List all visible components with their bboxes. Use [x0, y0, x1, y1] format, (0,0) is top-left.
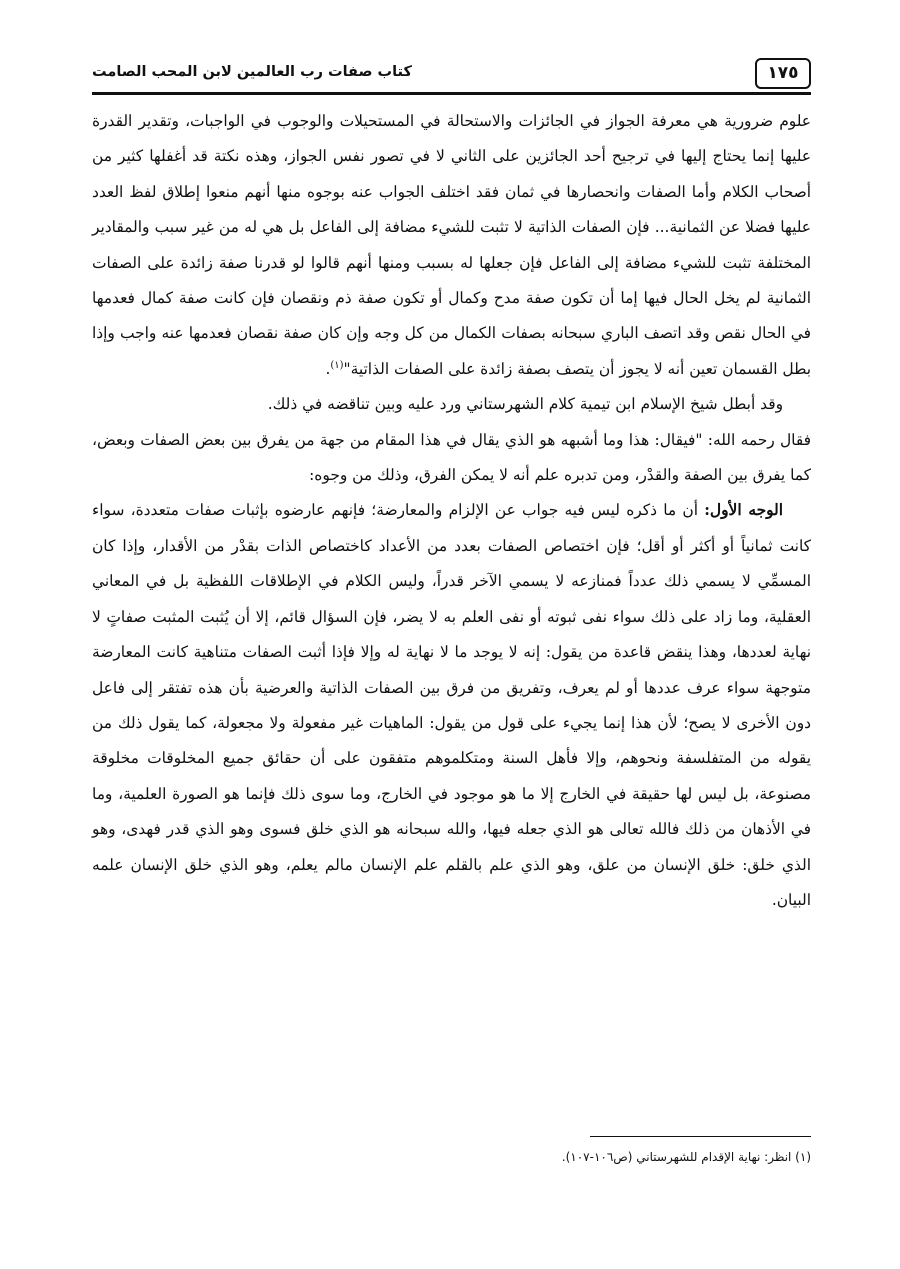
footnote-divider	[590, 1136, 811, 1137]
footnote-reference[interactable]: (١)	[330, 359, 344, 371]
paragraph-4	[92, 493, 811, 918]
paragraph-1-text: علوم ضرورية هي معرفة الجواز في الجائزات والاستحالة في المستحيلات والوجوب في الواجبات، وتقدير القدرة عليها إنما يحتاج إليها في ترجيح أحد الجائزين على الثاني لا في تصور نفس الجواز، وهذه نكتة قد أغفلها كثير من أصحاب الكلام وأما الصفات وانحصارها في ثمان فقد اختلف الجواب عنه بوجوه منها أنهم منعوا إطلاق لفظ العدد عليها فضلا عن الثمانية... فإن الصفات الذاتية لا تثبت للشيء مضافة إلى الفاعل بل هي له من غير سبب والمقادير المختلفة تثبت للشيء مضافة إلى الفاعل فإن جعلها له بسبب ومنها أنهم قالوا لو قدرنا صفة زائدة على الصفات الثمانية لم يخل الحال فيها إما أن تكون صفة مدح وكمال أو تكون صفة ذم ونقصان فإن كانت صفة كمال فعدمها في الحال نقص وقد اتصف الباري سبحانه بصفات الكمال من كل وجه وإن كان صفة نقصان فعدمها عنه واجب وإذا بطل القسمان تعين أنه لا يجوز أن يتصف بصفة زائدة على الصفات الذاتية"	[92, 112, 811, 378]
running-title: كتاب صفات رب العالمين لابن المحب الصامت	[92, 64, 412, 80]
paragraph-1-end: .	[325, 359, 331, 378]
paragraph-4-lead: الوجه الأول:	[704, 501, 783, 520]
paragraph-3: فقال رحمه الله: "فيقال: هذا وما أشبهه هو الذي يقال في هذا المقام من جهة من يفرق بين بعض الصفات وبعض، كما يفرق بين الصفة والقدْر، ومن تدبره علم أنه لا يمكن الفرق، وذلك من وجوه:	[92, 430, 811, 485]
page-header	[92, 56, 811, 95]
footnote: (١) انظر: نهاية الإقدام للشهرستاني (ص١٠٦-١٠٧).	[561, 1150, 811, 1164]
paragraph-4-text: أن ما ذكره ليس فيه جواب عن الإلزام والمعارضة؛ فإنهم عارضوه بإثبات صفات متعددة، سواء كانت ثمانياً أو أكثر أو أقل؛ فإن اختصاص الصفات بعدد من الأعداد كاختصاص الذات بقدْر من الأقدار، وإذا كان المسمِّي لا يسمي ذلك عدداً فمنازعه لا يسمي الآخر قدراً، وليس الكلام في الإطلاقات اللفظية بل في المعاني العقلية، وما زاد على ذلك سواء نفى ثبوته أو نفى العلم به لا يضر، فإن السؤال قائم، إلا أن يُثبت المثبت صفاتٍ لا نهاية لعددها، وهذا ينقض قاعدة من يقول: إنه لا يوجد ما لا نهاية له وإلا فإذا أثبت الصفات متناهية كانت المعارضة متوجهة سواء عرف عددها أو لم يعرف، وتفريق من فرق بين الصفات الذاتية والعرضية بأن هذه تفتقر إلى فاعل دون الأخرى لا يصح؛ لأن هذا إنما يجيء على قول من يقول: الماهيات غير مفعولة ولا مجعولة، كما يقول ذلك من يقوله من المتفلسفة ونحوهم، وإلا فأهل السنة ومتكلموهم متفقون على أن حقائق جميع المخلوقات مخلوقة مصنوعة، بل ليس لها حقيقة في الخارج إلا ما هو موجود في الخارج، وما سوى ذلك فإنما هو الصورة العلمية، وما في الأذهان من ذلك فالله تعالى هو الذي جعله فيها، والله سبحانه هو الذي خلق فسوى وهو الذي قدر فهدى، وهو الذي خلق: خلق الإنسان من علق، وهو الذي علم بالقلم علم الإنسان مالم يعلم، وهو الذي خلق الإنسان علمه البيان.	[92, 501, 811, 909]
main-text	[92, 104, 811, 918]
paragraph-2: وقد أبطل شيخ الإسلام ابن تيمية كلام الشهرستاني ورد عليه وبين تناقضه في ذلك.	[267, 395, 783, 414]
paragraph-1	[92, 104, 811, 387]
page-number: ١٧٥	[755, 58, 811, 89]
